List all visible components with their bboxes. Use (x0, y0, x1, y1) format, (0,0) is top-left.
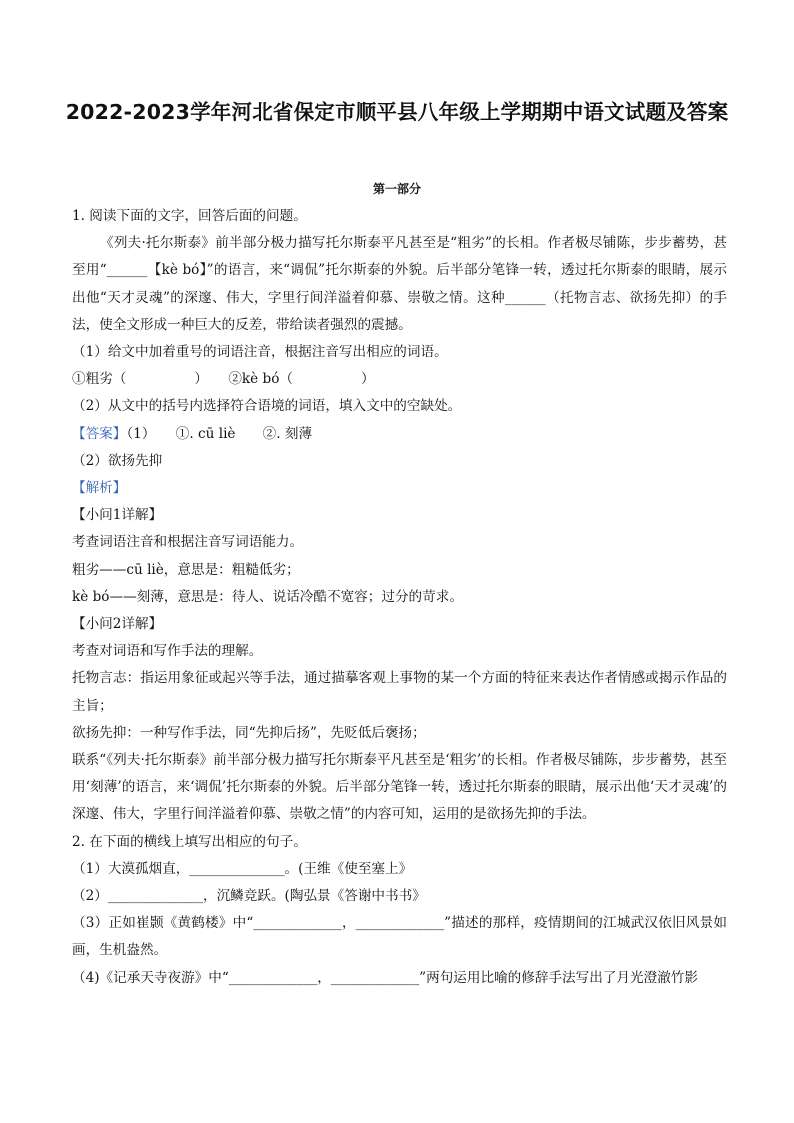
question-1-sub2: （2）从文中的括号内选择符合语境的词语，填入文中的空缺处。 (72, 398, 462, 415)
section-heading: 第一部分 (372, 182, 421, 196)
analysis-label: 【解析】 (72, 480, 127, 497)
document-body (72, 203, 727, 992)
question-2-prompt: 2. 在下面的横线上填写出相应的句子。 (72, 833, 307, 850)
small-question-2-label: 【小问2详解】 (72, 616, 163, 633)
question-1-passage: 《列夫·托尔斯泰》前半部分极力描写托尔斯泰平凡甚至是“粗劣”的长相。作者极尽铺陈，步步蓄势，甚至用“______【kè bó】”的语言，来“调侃”托尔斯泰的外貌。后半部分笔锋一转，透过托尔斯泰的眼睛，展示出他“天才灵魂”的深邃、伟大，字里行间洋溢着仰慕、崇敬之情。这种______（托物言志、欲扬先抑）的手法，使全文形成一种巨大的反差，带给读者强烈的震撼。 (72, 235, 727, 333)
small2-line-1: 考查对词语和写作手法的理解。 (72, 643, 263, 660)
small1-line-1: 考查词语注音和根据注音写词语能力。 (72, 534, 304, 551)
question-1-sub1: （1）给文中加着重号的词语注音，根据注音写出相应的词语。 (72, 344, 448, 361)
question-2-line-4: （4)《记承天寺夜游》中“_____________，_____________”两句运用比喻的修辞手法写出了月光澄澈竹影 (72, 969, 698, 986)
question-2-line-2: （2）______________，沉鳞竞跃。(陶弘景《答谢中书书》 (72, 888, 426, 905)
answer-1: （1） ①. cū liè ②. 刻薄 (126, 425, 313, 442)
answer-label: 【答案】 (72, 425, 127, 442)
question-2-line-1: （1）大漠孤烟直，______________。(王维《使至塞上》 (72, 860, 413, 877)
small2-line-4: 联系“《列夫·托尔斯泰》前半部分极力描写托尔斯泰平凡甚至是‘粗劣’的长相。作者极尽铺陈，步步蓄势，甚至用‘刻薄’的语言，来‘调侃’托尔斯泰的外貌。后半部分笔锋一转，透过托尔斯泰的眼睛，展示出他‘天才灵魂’的深邃、伟大，字里行间洋溢着仰慕、崇敬之情”的内容可知，运用的是欲扬先抑的手法。 (72, 752, 727, 823)
answer-2: （2）欲扬先抑 (72, 452, 163, 469)
small-question-1-label: 【小问1详解】 (72, 507, 163, 524)
document-title: 2022-2023学年河北省保定市顺平县八年级上学期期中语文试题及答案 (65, 100, 729, 124)
small2-line-3: 欲扬先抑：一种写作手法，同“先抑后扬”，先贬低后褒扬； (72, 724, 426, 741)
question-2-line-3: （3）正如崔颢《黄鹤楼》中“_____________，_____________”描述的那样，疫情期间的江城武汉依旧风景如画，生机盎然。 (72, 915, 727, 959)
small2-line-2: 托物言志：指运用象征或起兴等手法，通过描摹客观上事物的某一个方面的特征来表达作者情感或揭示作品的主旨； (72, 670, 727, 714)
small1-line-2: 粗劣——cū liè，意思是：粗糙低劣； (72, 561, 300, 578)
small1-line-3: kè bó——刻薄，意思是：待人、说话冷酷不宽容；过分的苛求。 (72, 588, 463, 605)
answer-line (72, 421, 727, 448)
question-1-sub1-options: ①粗劣（ ） ②kè bó（ ） (72, 371, 375, 388)
question-1-prompt: 1. 阅读下面的文字，回答后面的问题。 (72, 208, 307, 224)
